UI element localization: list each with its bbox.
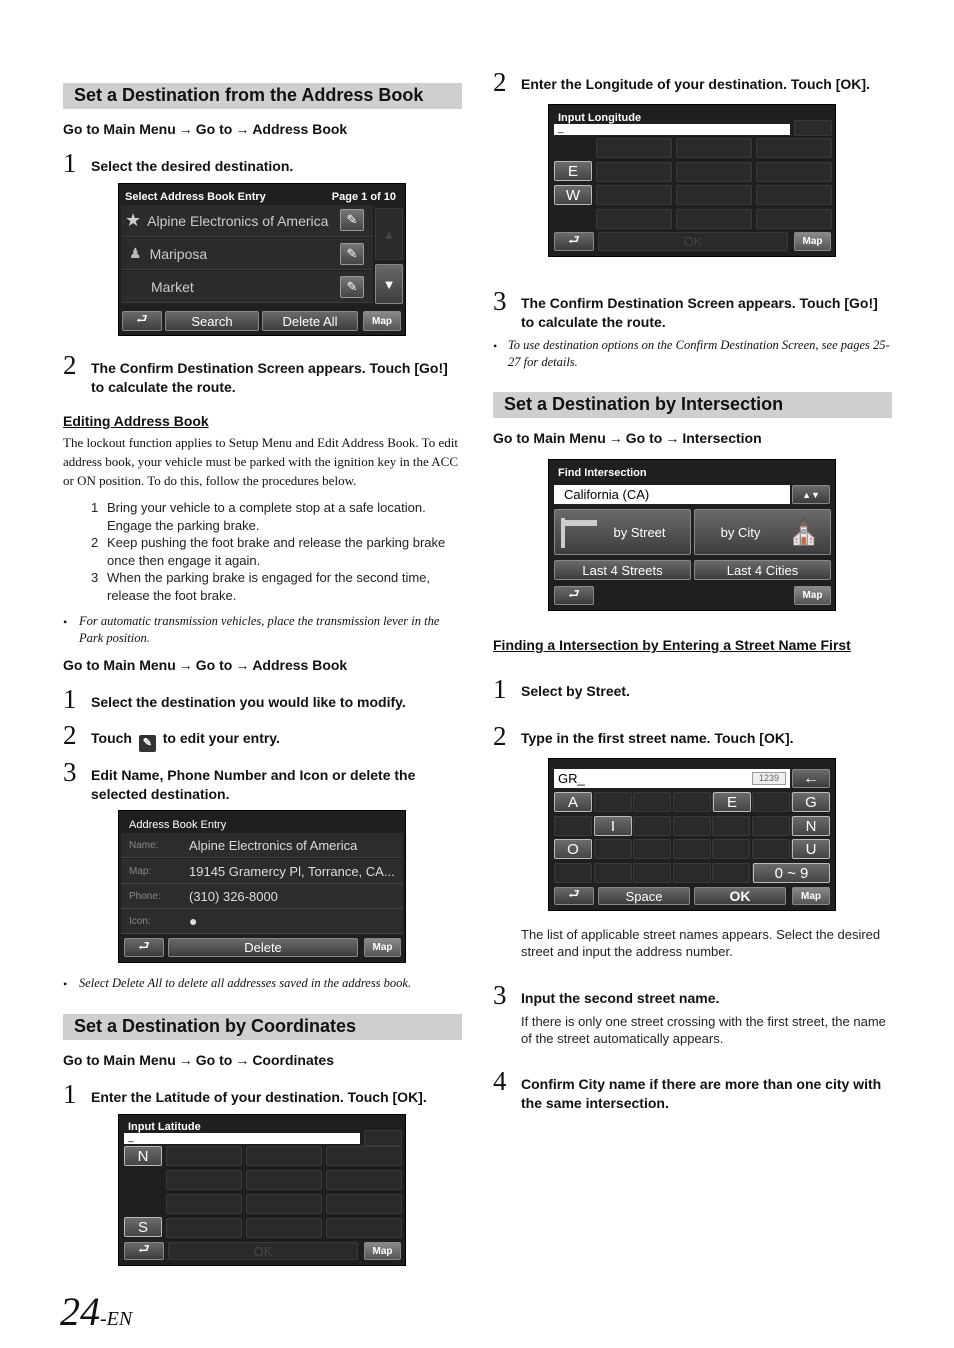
step-description: The list of applicable street names appears. Select the desired street and input the address number. [521, 927, 881, 959]
step-text: Select the destination you would like to modify. [91, 694, 406, 710]
disabled-key [554, 816, 592, 836]
disabled-key [633, 816, 671, 836]
ok-button[interactable]: OK [598, 232, 788, 251]
disabled-key [166, 1194, 242, 1214]
step-text: Enter the Latitude of your destination. Touch [OK]. [91, 1089, 427, 1105]
back-button[interactable] [554, 586, 594, 605]
entry-row-map[interactable]: Map: 19145 Gramercy Pl, Torrance, CA... [121, 859, 403, 884]
disabled-key [166, 1170, 242, 1190]
disabled-key [676, 162, 752, 182]
goto-path-coordinates: Go to Main Menu → Go to → Coordinates [63, 1052, 334, 1068]
step-number: 2 [63, 350, 77, 380]
delete-button[interactable]: Delete [168, 938, 358, 957]
disabled-key [246, 1194, 322, 1214]
edit-pencil-icon[interactable]: ✎ [340, 276, 364, 298]
disabled-key [756, 162, 832, 182]
disabled-key [673, 816, 711, 836]
disabled-key [166, 1146, 242, 1166]
city-buildings-icon: ⛪ [787, 516, 820, 546]
match-count: 1239 [752, 772, 786, 785]
goto-path-address-book: Go to Main Menu → Go to → Address Book [63, 121, 348, 137]
ok-button[interactable]: OK [694, 887, 786, 905]
list-item: 3 When the parking brake is engaged for the second time, release the foot brake. [91, 570, 431, 603]
goto-path-address-book: Go to Main Menu → Go to → Address Book [63, 657, 348, 673]
entry-row-phone[interactable]: Phone: (310) 326-8000 [121, 884, 403, 909]
address-book-select-screen [118, 183, 406, 336]
entry-row-name[interactable]: Name: Alpine Electronics of America [121, 833, 403, 858]
screen-title: Input Longitude [558, 112, 642, 124]
paragraph: The lockout function applies to Setup Menu and Edit Address Book. To edit address book, your vehicle must be parked with the ignition key in the ACC or ON position. To do this, follow the procedures below. [63, 435, 458, 488]
disabled-key [676, 185, 752, 205]
screen-title: Find Intersection [558, 467, 647, 479]
list-item: 1 Bring your vehicle to a complete stop at a safe location. Engage the parking brake. [91, 500, 426, 533]
step-number: 2 [63, 720, 77, 750]
disabled-key [633, 863, 671, 883]
step-text: Enter the Longitude of your destination. Touch [OK]. [521, 76, 870, 92]
goto-path-intersection: Go to Main Menu → Go to → Intersection [493, 430, 762, 446]
disabled-key [633, 839, 671, 859]
step-number: 1 [63, 684, 77, 714]
back-arrow-icon: ⮐ [568, 886, 580, 901]
disabled-key [326, 1218, 402, 1238]
map-button[interactable]: Map [794, 232, 831, 251]
backspace-button[interactable] [364, 1130, 402, 1146]
step-text: Touch ✎ to edit your entry. [91, 729, 461, 752]
back-button[interactable] [124, 938, 164, 957]
screen-title: Address Book Entry [129, 819, 227, 831]
bullet: • [63, 977, 68, 991]
ok-button[interactable]: OK [168, 1242, 358, 1260]
disabled-key [326, 1146, 402, 1166]
search-button[interactable]: Search [165, 311, 259, 331]
key-u[interactable]: U [792, 839, 830, 859]
space-button[interactable]: Space [598, 887, 690, 905]
scroll-down-button[interactable]: ▼ [375, 264, 403, 304]
section-title-coordinates: Set a Destination by Coordinates [63, 1014, 462, 1040]
state-stepper[interactable] [792, 485, 830, 504]
step-number: 4 [493, 1066, 507, 1096]
back-arrow-icon: ⮐ [136, 311, 148, 326]
disabled-key [712, 863, 750, 883]
key-a[interactable]: A [554, 792, 592, 812]
disabled-key [673, 863, 711, 883]
step-number: 1 [63, 148, 77, 178]
section-title-intersection: Set a Destination by Intersection [493, 392, 892, 418]
back-button[interactable] [554, 887, 594, 905]
step-number: 1 [63, 1079, 77, 1109]
north-key[interactable]: N [124, 1146, 162, 1166]
disabled-key [756, 185, 832, 205]
step-description: If there is only one street crossing with the first street, the name of the street automatically appears. [521, 1014, 886, 1046]
map-button[interactable]: Map [792, 887, 830, 905]
section-title-address-book: Set a Destination from the Address Book [63, 83, 462, 109]
disabled-key [594, 863, 632, 883]
disabled-key [246, 1218, 322, 1238]
disabled-key [594, 839, 632, 859]
disabled-key [756, 138, 832, 158]
edit-pencil-icon[interactable]: ✎ [340, 243, 364, 265]
by-street-button[interactable]: by Street [554, 509, 691, 555]
disabled-key [246, 1170, 322, 1190]
address-item[interactable]: Market [121, 271, 373, 303]
step-text: Input the second street name. [521, 990, 720, 1006]
map-button[interactable]: Map [794, 586, 831, 605]
disabled-key [596, 185, 672, 205]
disabled-key [633, 792, 671, 812]
step-text: Edit Name, Phone Number and Icon or delete the selected destination. [91, 767, 416, 802]
disabled-key [752, 839, 790, 859]
address-item[interactable]: ★ Alpine Electronics of America [121, 205, 373, 237]
disabled-key [326, 1170, 402, 1190]
disabled-key [673, 792, 711, 812]
map-button[interactable]: Map [363, 311, 401, 331]
find-intersection-screen [548, 459, 836, 611]
disabled-key [326, 1194, 402, 1214]
note: For automatic transmission vehicles, place the transmission lever in the Park position. [79, 614, 440, 645]
person-icon: ♟ [129, 245, 142, 261]
step-number: 2 [493, 721, 507, 751]
map-button[interactable]: Map [364, 1242, 401, 1260]
disabled-key [596, 162, 672, 182]
key-e[interactable]: E [713, 792, 751, 812]
disabled-key [596, 138, 672, 158]
step-text: Confirm City name if there are more than one city with the same intersection. [521, 1076, 882, 1111]
address-item[interactable]: ♟ Mariposa [121, 238, 373, 270]
disabled-key [596, 209, 672, 229]
subheading-finding-intersection: Finding a Intersection by Entering a Street Name First [493, 637, 851, 653]
disabled-key [756, 209, 832, 229]
map-button[interactable]: Map [364, 938, 401, 957]
step-text: The Confirm Destination Screen appears. Touch [Go!] to calculate the route. [91, 360, 448, 395]
page-indicator: Page 1 of 10 [331, 191, 396, 203]
longitude-input[interactable]: _ [554, 124, 790, 135]
south-key[interactable]: S [124, 1217, 162, 1237]
screen-title: Select Address Book Entry [125, 191, 266, 203]
procedure-list [91, 499, 463, 604]
latitude-input[interactable]: _ [124, 1133, 360, 1144]
back-button[interactable] [124, 1242, 164, 1260]
disabled-key [676, 209, 752, 229]
step-number: 3 [493, 980, 507, 1010]
backspace-button[interactable] [792, 769, 830, 788]
step-number: 3 [63, 757, 77, 787]
back-arrow-icon: ⮐ [568, 585, 580, 601]
disabled-key [594, 792, 632, 812]
note: To use destination options on the Confirm Destination Screen, see pages 25-27 for details. [508, 338, 890, 369]
west-key[interactable]: W [554, 185, 592, 205]
up-down-icon: ▲▼ [802, 489, 820, 500]
disabled-key [752, 792, 790, 812]
key-o[interactable]: O [554, 839, 592, 859]
entry-row-icon[interactable]: Icon: ● [121, 909, 403, 934]
disabled-key [673, 839, 711, 859]
by-city-button[interactable]: by City ⛪ [694, 509, 831, 555]
back-arrow-icon: ⮐ [568, 231, 580, 247]
input-longitude-screen [548, 104, 836, 257]
backspace-button[interactable] [794, 120, 832, 136]
back-button[interactable] [122, 311, 162, 331]
disabled-key [676, 138, 752, 158]
note: Select Delete All to delete all addresses saved in the address book. [79, 976, 412, 990]
disabled-key [554, 863, 592, 883]
subheading-editing-address-book: Editing Address Book [63, 413, 209, 429]
disabled-key [246, 1146, 322, 1166]
step-number: 3 [493, 286, 507, 316]
pencil-icon: ✎ [139, 735, 156, 752]
delete-all-button[interactable]: Delete All [262, 311, 358, 331]
backspace-arrow-icon: ← [803, 769, 819, 787]
input-latitude-screen [118, 1114, 406, 1266]
screen-title: Input Latitude [128, 1121, 201, 1133]
disabled-key [166, 1218, 242, 1238]
list-item: 2 Keep pushing the foot brake and release the parking brake once then engage it again. [91, 535, 446, 568]
scroll-up-button[interactable]: ▲ [375, 208, 403, 260]
disabled-key [712, 816, 750, 836]
edit-pencil-icon[interactable]: ✎ [340, 209, 364, 231]
disabled-key [752, 816, 790, 836]
step-text: Select the desired destination. [91, 158, 294, 174]
state-select[interactable]: California (CA) [554, 485, 790, 504]
star-icon: ★ [125, 210, 142, 230]
address-book-entry-screen [118, 810, 406, 963]
bullet: • [493, 339, 498, 353]
disabled-key [712, 839, 750, 859]
page-number: 24-EN [60, 1289, 133, 1334]
street-keyboard-screen [548, 758, 836, 911]
pin-icon: ● [189, 913, 198, 929]
key-n[interactable]: N [792, 816, 830, 836]
numbers-key[interactable]: 0 ~ 9 [753, 863, 830, 883]
step-number: 2 [493, 67, 507, 97]
key-g[interactable]: G [792, 792, 830, 812]
bullet: • [63, 615, 68, 629]
last-4-streets-button[interactable]: Last 4 Streets [554, 560, 691, 580]
back-arrow-icon: ⮐ [138, 937, 150, 953]
east-key[interactable]: E [554, 161, 592, 181]
step-text: The Confirm Destination Screen appears. Touch [Go!] to calculate the route. [521, 295, 878, 330]
step-text: Type in the first street name. Touch [OK]. [521, 730, 794, 746]
step-text: Select by Street. [521, 683, 630, 699]
last-4-cities-button[interactable]: Last 4 Cities [694, 560, 831, 580]
step-number: 1 [493, 674, 507, 704]
back-arrow-icon: ⮐ [138, 1241, 150, 1256]
street-input[interactable]: GR_ [554, 769, 790, 788]
key-i[interactable]: I [594, 816, 632, 836]
back-button[interactable] [554, 232, 594, 251]
